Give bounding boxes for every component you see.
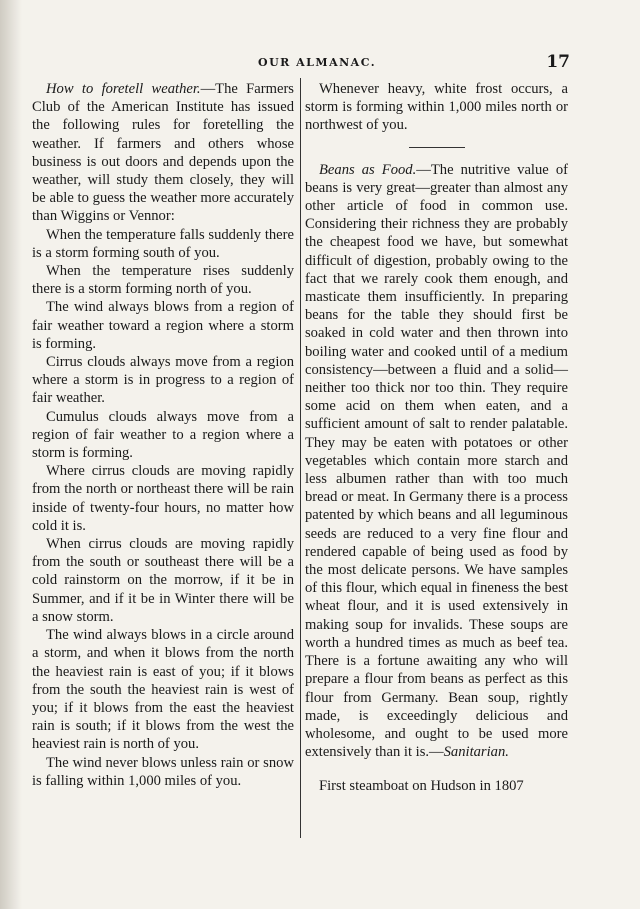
column-divider — [300, 78, 301, 838]
weather-intro-text: —The Farmers Club of the American Institute has issued the following rules for foretelling the weather. If farmers and others whose business is out doors and depends upon the weather, will study them closely, they will be able to guess the weather more accurately than Wiggins or Vennor: — [32, 81, 294, 225]
beans-heading: Beans as Food. — [319, 161, 417, 178]
weather-rule: When cirrus clouds are moving rapidly from the south or southeast there will be a cold rainstorm on the morrow, if it be in Summer, and if it be in Winter there will be a snow storm. — [32, 536, 294, 625]
weather-heading: How to foretell weather. — [46, 81, 201, 97]
weather-rule: The wind always blows from a region of fair weather toward a region where a storm is forming. — [32, 299, 294, 352]
weather-rule: When the temperature rises suddenly there is a storm forming north of you. — [32, 263, 294, 298]
running-title: OUR ALMANAC. — [258, 56, 377, 69]
weather-rule: The wind never blows unless rain or snow is falling within 1,000 miles of you. — [32, 754, 294, 789]
page-number: 17 — [546, 52, 570, 72]
weather-intro-paragraph — [32, 80, 294, 226]
spacer — [305, 761, 568, 777]
weather-rule: When the temperature falls suddenly there is a storm forming south of you. — [32, 226, 294, 261]
section-rule — [409, 147, 465, 148]
weather-rule: Cirrus clouds always move from a region where a storm is in progress to a region of fair weather. — [32, 354, 294, 407]
steamboat-note: First steamboat on Hudson in 1807 — [319, 778, 524, 795]
frost-paragraph: Whenever heavy, white frost occurs, a storm is forming within 1,000 miles north or northwest of you. — [305, 81, 568, 134]
right-column — [305, 80, 568, 796]
left-column — [32, 80, 294, 790]
weather-rule: The wind always blows in a circle around a storm, and when it blows from the north the heaviest rain is east of you; if it blows from the south the heaviest rain is west of you; if it blows from the east the heaviest rain is south; if it blows from the west the heaviest rain is north of you. — [32, 627, 294, 753]
page-header — [0, 52, 640, 76]
beans-source: Sanitarian. — [443, 744, 509, 761]
weather-rule: Where cirrus clouds are moving rapidly from the north or northeast there will be rain inside of twenty-four hours, no matter how cold it is. — [32, 463, 294, 534]
beans-paragraph — [305, 161, 568, 762]
page-edge-shadow — [0, 0, 22, 909]
beans-text: —The nutritive value of beans is very great—greater than almost any other article of food in common use. Considering their richness they are probably the cheapest food we have, but somewhat difficult of digestion, probably owing to the fact that we rarely cook them enough, and masticate them insufficiently. In preparing beans for the table they should first be soaked in cold water and then thrown into boiling water and cooked until of a medium consistency—between a fluid and a solid—neither too thick nor too thin. They require some acid on them when eaten, and a sufficient amount of salt to render palatable. They may be eaten with potatoes or other vegetables which contain more starch and less albumen rather than with too much bread or meat. In Germany there is a process patented by which beans and all leguminous seeds are reduced to a very fine flour and rendered capable of being used as food by the most delicate persons. We have samples of this flour, which equal in fineness the best wheat flour, and it is used extensively in making soup for invalids. These soups are worth a hundred times as much as beef tea. There is a fortune awaiting any who will prepare a flour from beans as perfect as this flour from Germany. Bean soup, rightly made, is exceedingly delicious and wholesome, and ought to be used more extensively than it is.— — [305, 161, 568, 761]
weather-rule: Cumulus clouds always move from a region of fair weather to a region where a storm is forming. — [32, 408, 294, 462]
